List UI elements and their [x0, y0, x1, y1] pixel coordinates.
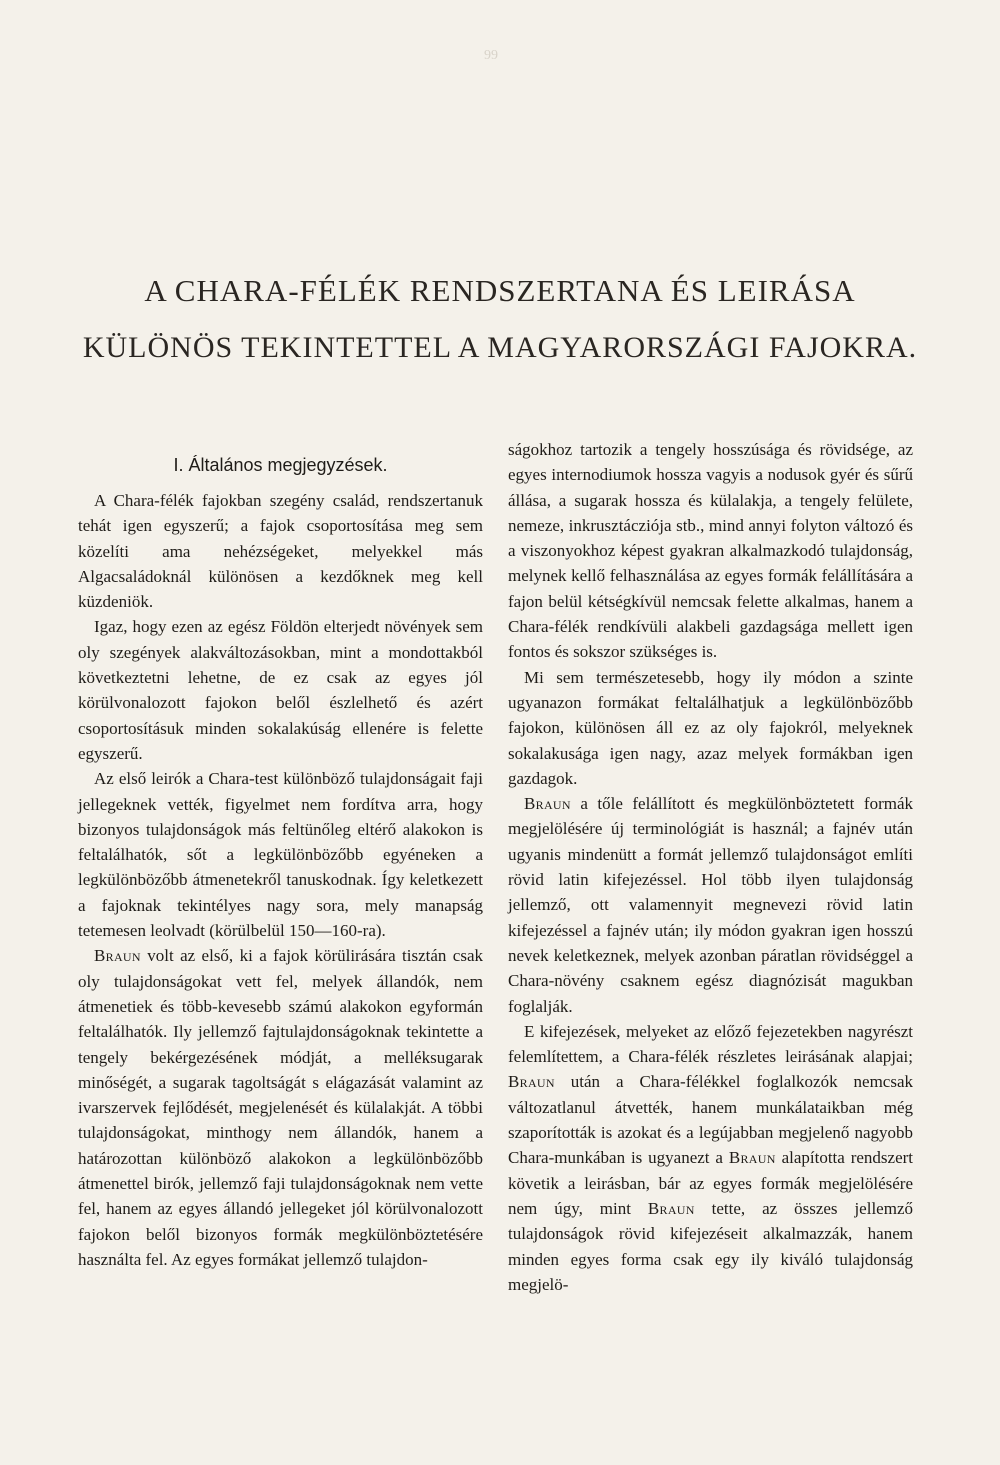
right-paragraph-4-text-a: E kifejezések, melyeket az előző fejezetekben nagyrészt felemlítettem, a Chara-félék részletes leirásának alapjai;: [508, 1021, 913, 1067]
title-line-2: KÜLÖNÖS TEKINTETTEL A MAGYARORSZÁGI FAJOKRA.: [82, 331, 918, 364]
right-paragraph-4-text-b: után a Chara-félékkel foglalkozók nemcsak változatlanul átvették, hanem munkálataikban még szaporították is azokat és a legújabban megjelenő nagyobb Chara-munkában is ugyanezt a: [508, 1072, 913, 1168]
left-paragraph-2: Igaz, hogy ezen az egész Földön elterjedt növények sem oly szegények alakváltozásokban, mint a mondottakból következtetni lehetne, de ez csak az egyes jól körülvonalozott fajokon belől észlelhető és azért csoportosításuk minden sokalakúság ellenére is felette egyszerű.: [78, 617, 483, 763]
title-line-1: A CHARA-FÉLÉK RENDSZERTANA ÉS LEIRÁSA: [144, 273, 856, 308]
left-paragraph-1: A Chara-félék fajokban szegény család, rendszertanuk tehát igen egyszerű; a fajok csoportosítása meg sem közelíti ama nehézségeket, melyekkel más Algacsaládoknál különösen a kezdőknek meg kell küzdeniök.: [78, 491, 483, 612]
left-paragraph-4-text: volt az első, ki a fajok körülirására tisztán csak oly tulajdonságokat vett fel, melyek állandók, nem átmenetiek és több-kevesebb számú alakokon egyformán feltalálhatók. Ily jellemző fajtulajdonságoknak tekintette a tengely bekérgezésének módját, a melléksugarak minőségét, a sugarak tagoltságát s elágazását valamint az ivarszervek fejlődését, megjelenését és külalakját. A többi tulajdonságokat, minthogy nem állandók, hanem a határozottan különböző alakokon a legkülönbözőbb átmenettel birók, jellemző faji tulajdonságoknak nem vette fel, hanem az egyes állandó jellegeket jól körülvonalozott fajokon belől bizonyos formák megkülönböztetésére használta fel. Az egyes formákat jellemző tulajdon-: [78, 946, 483, 1269]
author-name-braun: Braun: [728, 1148, 776, 1168]
right-paragraph-2: Mi sem természetesebb, hogy ily módon a szinte ugyanazon formákat feltalálhatjuk a legkülönbözőbb fajokon, különösen áll ez az oly fajokról, melyeknek sokalakusága igen nagy, azaz melyek formákban igen gazdagok.: [508, 667, 913, 788]
author-name-braun: Braun: [94, 946, 141, 966]
author-name-braun: Braun: [647, 1198, 695, 1218]
column-divider: [493, 445, 494, 1465]
right-paragraph-4-text-d: tette, az összes jellemző tulajdonságok rövid kifejezéseit alkalmazzák, hanem minden egyes forma csak egy ily kiváló tulajdonság megjelö-: [508, 1198, 913, 1294]
right-column: [508, 437, 913, 1297]
right-paragraph-4-text-c: alapította rendszert követik a leirásban, bár az egyes formák megjelölésére nem úgy, mint: [508, 1148, 913, 1218]
right-paragraph-3: [508, 791, 913, 1019]
left-paragraph-4: [78, 943, 483, 1272]
author-name-braun: Braun: [508, 1072, 555, 1092]
page-number: 99: [484, 48, 498, 63]
author-name-braun: Braun: [524, 794, 571, 814]
right-paragraph-1: ságokhoz tartozik a tengely hosszúsága és rövidsége, az egyes internodiumok hossza vagyis a nodusok gyér és sűrű állása, a sugarak hossza és külalakja, a tengely felülete, nemeze, inkrusztácziója stb., mind annyi folyton változó és a viszonyokhoz képest gyakran alkalmazkodó tulajdonság, melynek kellő felhasználása az egyes formák felállítására a fajon belül kétségkívül nemcsak felette alkalmas, hanem a Chara-félék rendkívüli alakbeli gazdagsága mellett igen fontos és sokszor szükséges is.: [508, 440, 913, 662]
right-paragraph-4: [508, 1019, 913, 1297]
right-paragraph-3-text: a tőle felállított és megkülönböztetett formák megjelölésére új terminológiát is használ; a fajnév után ugyanis mindenütt a formát jellemző tulajdonságot említi rövid latin kifejezéssel. Hol több ilyen tulajdonság jellemző, ott valamennyit megnevezi rövid latin kifejezéssel a fajnév után; ily módon gyakran igen hosszú nevek keletkeznek, melyek azonban páratlan rövidséggel a Chara-növény csaknem egész diagnózisát magukban foglalják.: [508, 794, 913, 1016]
left-paragraph-3: Az első leirók a Chara-test különböző tulajdonságait faji jellegeknek vették, figyelmet nem fordítva arra, hogy bizonyos tulajdonságok más feltünőleg eltérő alakokon is feltalálhatók, sőt a legkülönbözőbb egyéneken a legkülönbözőbb átmenetekről tanuskodnak. Így keletkezett a fajoknak tekintélyes nagy sora, mely manapság tetemesen leolvadt (körülbelül 150—160-ra).: [78, 769, 483, 941]
section-heading: I. Általános megjegyzések.: [173, 455, 388, 475]
left-column: [78, 454, 483, 1272]
